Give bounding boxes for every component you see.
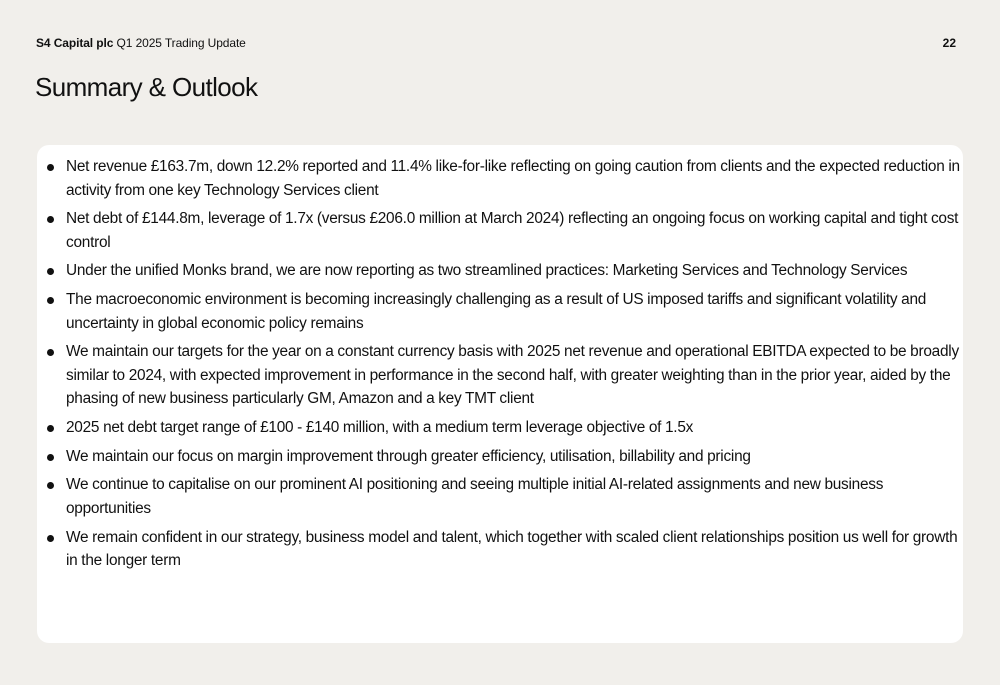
bullet-icon — [47, 268, 54, 275]
bullet-icon — [47, 535, 54, 542]
document-header — [36, 36, 246, 50]
page-number: 22 — [942, 36, 956, 50]
bullet-text: We continue to capitalise on our prominent AI positioning and seeing multiple initial AI-related assignments and new business opportunities — [66, 476, 884, 517]
bullet-icon — [47, 454, 54, 461]
bullet-icon — [47, 164, 54, 171]
bullet-icon — [47, 216, 54, 223]
bullet-item — [37, 445, 963, 469]
bullet-text: The macroeconomic environment is becoming increasingly challenging as a result of US imposed tariffs and significant volatility and uncertainty in global economic policy remains — [66, 291, 927, 332]
bullet-icon — [47, 482, 54, 489]
bullet-item — [37, 526, 963, 573]
company-name: S4 Capital plc — [36, 36, 114, 50]
bullet-text: 2025 net debt target range of £100 - £140 million, with a medium term leverage objective of 1.5x — [66, 418, 694, 436]
bullet-list — [37, 155, 963, 573]
document-title: Q1 2025 Trading Update — [116, 36, 246, 50]
bullet-text: We remain confident in our strategy, business model and talent, which together with scaled client relationships position us well for growth in the longer term — [66, 528, 958, 569]
bullet-text: We maintain our focus on margin improvement through greater efficiency, utilisation, billability and pricing — [66, 447, 751, 465]
bullet-text: Net debt of £144.8m, leverage of 1.7x (versus £206.0 million at March 2024) reflecting an ongoing focus on working capital and tight cost control — [66, 210, 959, 251]
bullet-item — [37, 259, 963, 283]
page-title: Summary & Outlook — [35, 72, 258, 102]
bullet-item — [37, 340, 963, 411]
bullet-text: Net revenue £163.7m, down 12.2% reported and 11.4% like-for-like reflecting on going caution from clients and the expected reduction in activity from one key Technology Services client — [66, 158, 960, 199]
bullet-item — [37, 473, 963, 520]
bullet-text: We maintain our targets for the year on a constant currency basis with 2025 net revenue and operational EBITDA expected to be broadly similar to 2024, with expected improvement in performance in the second half, with greater weighting than in the prior year, aided by the phasing of new business particularly GM, Amazon and a key TMT client — [66, 343, 959, 408]
bullet-icon — [47, 349, 54, 356]
summary-card — [37, 145, 963, 643]
bullet-icon — [47, 425, 54, 432]
bullet-item — [37, 416, 963, 440]
bullet-item — [37, 288, 963, 335]
bullet-text: Under the unified Monks brand, we are now reporting as two streamlined practices: Marketing Services and Technology Services — [66, 262, 908, 280]
bullet-icon — [47, 297, 54, 304]
bullet-item — [37, 155, 963, 202]
bullet-item — [37, 207, 963, 254]
